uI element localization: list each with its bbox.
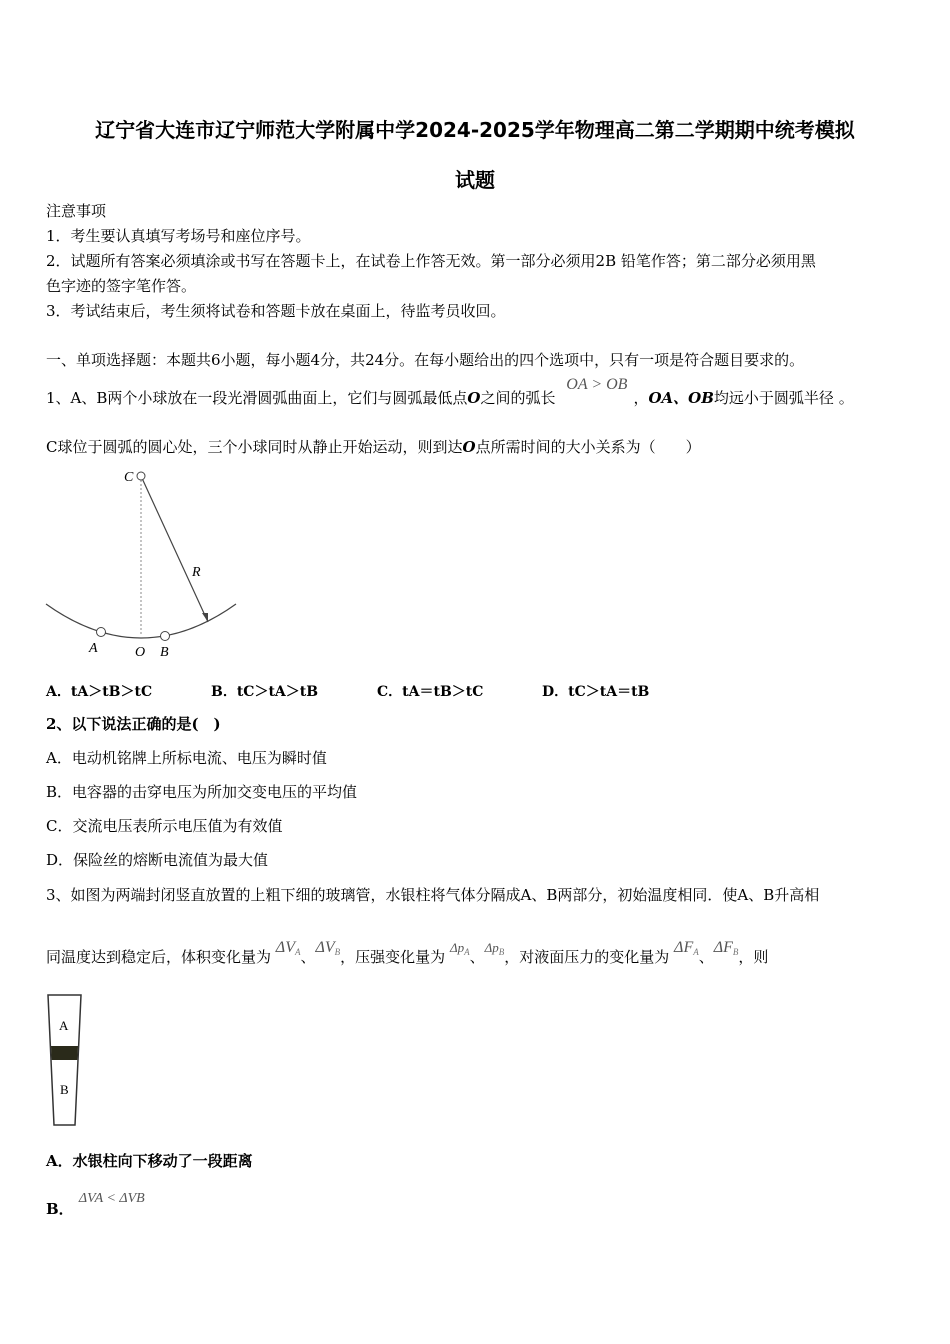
q2-option-d[interactable]: D．保险丝的熔断电流值为最大值 — [46, 851, 269, 869]
formula: $\Delta F_B$ — [713, 939, 739, 957]
text: 1、A、B两个小球放在一段光滑圆弧曲面上，它们与圆弧最低点 — [46, 389, 468, 407]
question-2-stem: 2、以下说法正确的是( ) — [46, 715, 221, 733]
arc-pendulum-figure — [44, 462, 244, 662]
notice-item: 2．试题所有答案必须填涂或书写在答题卡上，在试卷上作答无效。第一部分必须用2B 铅笔作答；第二部分必须用黑 — [46, 252, 816, 270]
text: 点所需时间的大小关系为（ ） — [475, 438, 701, 456]
formula: $\Delta F_A$ — [674, 939, 699, 957]
label-r: R — [192, 565, 201, 580]
formula: $\Delta p_A$ — [449, 940, 470, 957]
formula: ΔVA < ΔVB — [78, 1191, 145, 1206]
question-3-line2 — [46, 939, 769, 972]
notice-item: 1．考生要认真填写考场号和座位序号。 — [46, 227, 311, 245]
formula: $\Delta V_B$ — [315, 939, 341, 957]
label-a: A — [89, 641, 98, 656]
label-a: A — [59, 1018, 69, 1033]
notice-item: 色字迹的签字笔作答。 — [46, 277, 197, 295]
glass-tube-figure — [44, 992, 88, 1128]
label-c: C — [124, 470, 134, 485]
text: ，则 — [738, 948, 769, 966]
question-1-line2 — [46, 437, 701, 457]
text: 、 — [469, 948, 485, 966]
text: ，压强变化量为 — [340, 948, 446, 966]
label-b: B — [160, 645, 169, 660]
q2-option-a[interactable]: A．电动机铭牌上所标电流、电压为瞬时值 — [46, 749, 327, 767]
question-1-line1 — [46, 376, 854, 409]
q3-option-a[interactable]: A．水银柱向下移动了一段距离 — [46, 1152, 253, 1170]
q1-option-a[interactable]: A．tA＞tB＞tC — [46, 684, 153, 700]
notice-item: 3．考试结束后，考生须将试卷和答题卡放在桌面上，待监考员收回。 — [46, 302, 506, 320]
text: 、 — [300, 948, 316, 966]
text: C球位于圆弧的圆心处，三个小球同时从静止开始运动，则到达 — [46, 438, 463, 456]
text: OA、OB — [648, 389, 714, 407]
question-3-line1: 3、如图为两端封闭竖直放置的上粗下细的玻璃管，水银柱将气体分隔成A、B两部分，初始温度相同．使A、B升高相 — [46, 886, 820, 904]
document-title: 辽宁省大连市辽宁师范大学附属中学2024-2025学年物理高二第二学期期中统考模拟 — [95, 118, 855, 142]
formula: $\Delta p_B$ — [484, 940, 505, 957]
text: ， — [633, 389, 649, 407]
text: O — [467, 389, 481, 407]
q1-option-c[interactable]: C．tA＝tB＞tC — [377, 684, 484, 700]
q2-option-b[interactable]: B．电容器的击穿电压为所加交变电压的平均值 — [46, 783, 358, 801]
notice-heading: 注意事项 — [46, 202, 107, 220]
q1-option-b[interactable]: B．tC＞tA＞tB — [211, 684, 319, 700]
option-label: B． — [46, 1200, 74, 1218]
text: 之间的弧长 — [480, 389, 556, 407]
q3-option-b[interactable] — [46, 1191, 145, 1221]
text: 均远小于圆弧半径 。 — [713, 389, 854, 407]
q1-option-d[interactable]: D．tC＞tA＝tB — [542, 684, 650, 700]
text: 、 — [698, 948, 714, 966]
text: O — [462, 438, 476, 456]
label-o: O — [135, 645, 146, 660]
text: ，对液面压力的变化量为 — [504, 948, 670, 966]
text: 同温度达到稳定后，体积变化量为 — [46, 948, 272, 966]
q2-option-c[interactable]: C．交流电压表所示电压值为有效值 — [46, 817, 283, 835]
formula: $\Delta V_A$ — [275, 939, 301, 957]
document-title-line2: 试题 — [455, 168, 495, 192]
formula: OA > OB — [566, 376, 628, 393]
label-b: B — [60, 1082, 69, 1097]
section-heading: 一、单项选择题：本题共6小题，每小题4分，共24分。在每小题给出的四个选项中，只有一项是符合题目要求的。 — [46, 351, 805, 369]
